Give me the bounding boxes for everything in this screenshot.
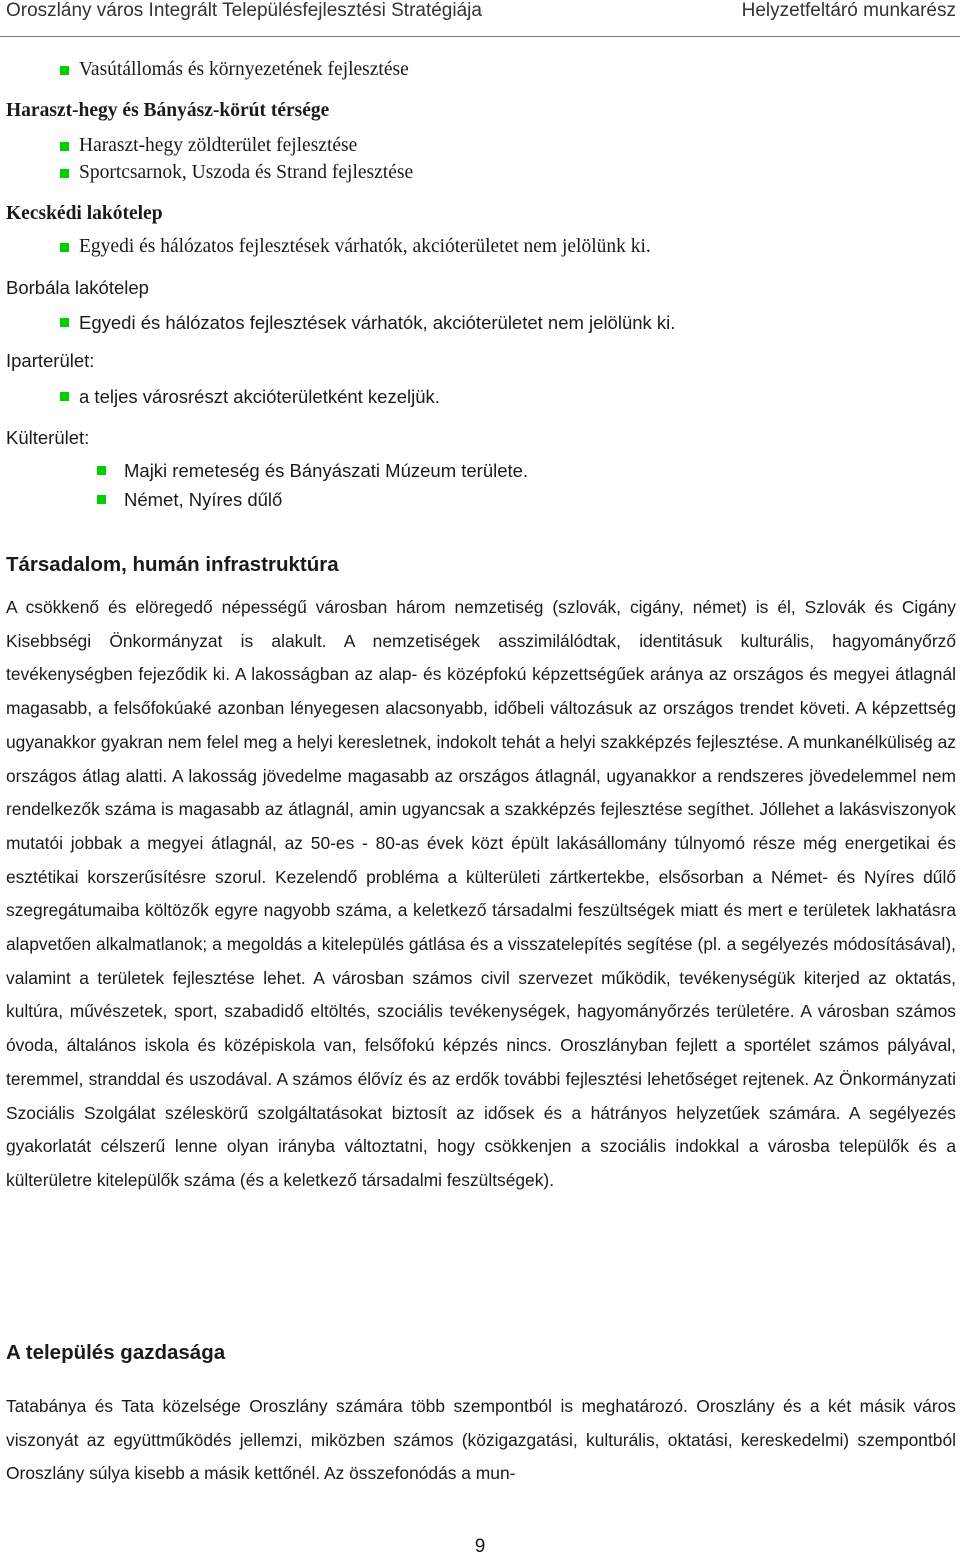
list-item: Majki remeteség és Bányászati Múzeum területe. <box>124 460 529 481</box>
section-paragraph: Tatabánya és Tata közelsége Oroszlány számára több szempontból is meghatározó. Oroszlány és a két másik város viszonyát az együttműködés jellemzi, miközben számos (közigazgatási, kulturális, oktatási, kereskedelmi) szempontból Oroszlány súlya kisebb a másik kettőnél. Az összefonódás a mun- <box>6 1396 956 1484</box>
subheading: Iparterület: <box>6 350 95 371</box>
subheading: Külterület: <box>6 427 90 448</box>
green-square-bullet-icon <box>60 169 69 178</box>
list-item: Haraszt-hegy zöldterület fejlesztése <box>79 135 358 156</box>
green-square-bullet-icon <box>60 392 69 401</box>
list-item: Sportcsarnok, Uszoda és Strand fejlesztése <box>79 162 414 183</box>
subheading: Kecskédi lakótelep <box>6 203 163 224</box>
list-item: Német, Nyíres dűlő <box>124 489 283 510</box>
list-item: a teljes városrészt akcióterületként kezeljük. <box>79 386 440 407</box>
section-heading: Társadalom, humán infrastruktúra <box>6 553 339 576</box>
green-square-bullet-icon <box>60 243 69 252</box>
green-square-bullet-icon <box>60 142 69 151</box>
header-document-title: Oroszlány város Integrált Településfejlesztési Stratégiája <box>6 0 482 21</box>
subheading: Haraszt-hegy és Bányász-körút térsége <box>6 100 330 121</box>
list-item: Egyedi és hálózatos fejlesztések várhatók, akcióterületet nem jelölünk ki. <box>79 236 651 257</box>
page-number: 9 <box>474 1536 486 1557</box>
green-square-bullet-icon <box>97 495 106 504</box>
header-section-title: Helyzetfeltáró munkarész <box>741 0 956 21</box>
green-square-bullet-icon <box>60 66 69 75</box>
section-heading: A település gazdasága <box>6 1341 226 1364</box>
green-square-bullet-icon <box>97 466 106 475</box>
list-item: Vasútállomás és környezetének fejlesztése <box>79 59 409 80</box>
section-paragraph: A csökkenő és elöregedő népességű városban három nemzetiség (szlovák, cigány, német) is él, Szlovák és Cigány Kisebbségi Önkormányzat is alakult. A nemzetiségek asszimilálódtak, identitásuk kulturális, hagyományőrző tevékenységben fejeződik ki. A lakosságban az alap- és középfokú képzettségűek aránya az országos és megyei átlagnál magasabb, a felsőfokúaké azonban lényegesen alacsonyabb, időbeli változásuk az országos trendet követi. A képzettség ugyanakkor gyakran nem felel meg a helyi keresletnek, indokolt tehát a helyi szakképzés fejlesztése. A munkanélküliség az országos átlag alatti. A lakosság jövedelme magasabb az országos átlagnál, ugyanakkor a rendszeres jövedelemmel nem rendelkezők száma is magasabb az átlagnál, amin ugyancsak a szakképzés fejlesztése segíthet. Jóllehet a lakásviszonyok mutatói jobbak a megyei átlagnál, az 50-es - 80-as évek közt épült lakásállomány túlnyomó része még energetikai és esztétikai korszerűsítésre szorul. Kezelendő probléma a külterületi zártkertekbe, elsősorban a Német- és Nyíres dűlő szegregátumaiba költözők egyre nagyobb száma, a keletkező társadalmi feszültségek miatt és mert e területek lakhatásra alapvetően alkalmatlanok; a megoldás a kitelepülés gátlása és a visszatelepítés segítése (pl. a segélyezés módosításával), valamint a területek fejlesztése lehet. A városban számos civil szervezet működik, tevékenységük kiterjed az oktatás, kultúra, művészetek, sport, szabadidő eltöltés, szociális tevékenységek, hagyományőrzés területére. A városban számos óvoda, általános iskola és középiskola van, felsőfokú képzés nincs. Oroszlányban fejlett a sportélet számos pályával, teremmel, stranddal és uszodával. A számos élővíz és az erdők további fejlesztési lehetőséget rejtenek. Az Önkormányzati Szociális Szolgálat széleskörű szolgáltatásokat biztosít az idősek és a hátrányos helyzetűek számára. A segélyezés gyakorlatát célszerű lenne olyan irányba változtatni, hogy csökkenjen a szociális indokkal a városba települők és a külterületre kitelepülők száma (és a keletkező társadalmi feszültségek). <box>6 597 956 1190</box>
subheading: Borbála lakótelep <box>6 277 149 298</box>
list-item: Egyedi és hálózatos fejlesztések várhatók, akcióterületet nem jelölünk ki. <box>79 312 676 333</box>
green-square-bullet-icon <box>60 318 69 327</box>
page-header <box>0 0 960 37</box>
